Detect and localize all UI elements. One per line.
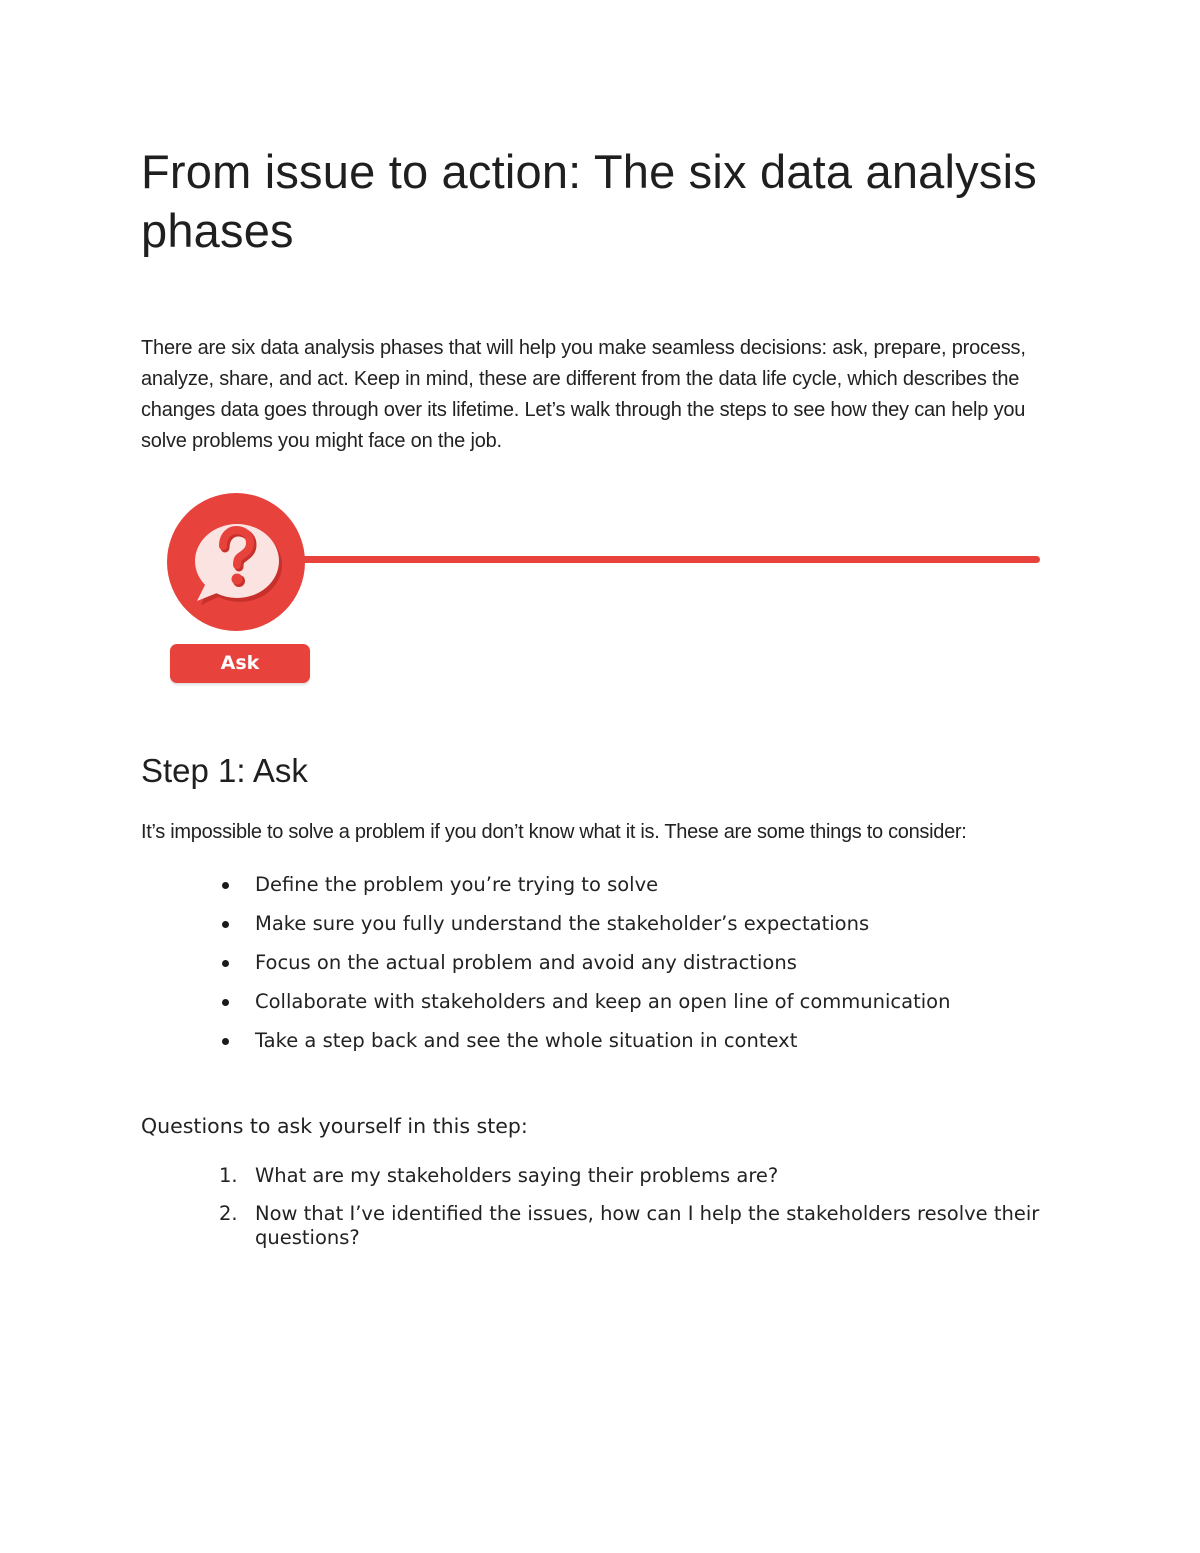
ask-phase-label: Ask	[170, 644, 310, 683]
bullet-icon	[222, 999, 229, 1006]
list-number: 2.	[219, 1202, 238, 1225]
list-item-text: Define the problem you’re trying to solve	[255, 873, 659, 896]
list-item	[214, 870, 1074, 909]
bullet-icon	[222, 960, 229, 967]
list-item	[214, 1202, 1064, 1250]
questions-heading: Questions to ask yourself in this step:	[141, 1114, 528, 1138]
list-item-text: Collaborate with stakeholders and keep an open line of communication	[255, 990, 951, 1013]
question-speech-bubble-icon	[167, 493, 305, 631]
phase-timeline-line	[280, 556, 1040, 563]
list-number: 1.	[219, 1164, 238, 1187]
list-item	[214, 1026, 1074, 1065]
list-item	[214, 909, 1074, 948]
list-item-text: Focus on the actual problem and avoid any distractions	[255, 951, 797, 974]
bullet-icon	[222, 921, 229, 928]
bullet-icon	[222, 1038, 229, 1045]
questions-list	[214, 1164, 1064, 1264]
intro-paragraph: There are six data analysis phases that will help you make seamless decisions: ask, prepare, process, analyze, share, and act. Keep in mind, these are different from the data life cycle, which describes the changes data goes through over its lifetime. Let’s walk through the steps to see how they can help you solve problems you might face on the job.	[141, 337, 1026, 452]
page-title: From issue to action: The six data analysis phases	[141, 145, 1037, 257]
list-item	[214, 1164, 1064, 1188]
list-item	[214, 948, 1074, 987]
ask-phase-graphic	[160, 488, 1050, 693]
step-intro: It’s impossible to solve a problem if you don’t know what it is. These are some things to consider:	[141, 821, 967, 843]
list-item-text: What are my stakeholders saying their problems are?	[255, 1164, 779, 1187]
list-item-text: Now that I’ve identified the issues, how can I help the stakeholders resolve their questions?	[255, 1202, 1040, 1249]
list-item	[214, 987, 1074, 1026]
bullet-icon	[222, 882, 229, 889]
considerations-list	[214, 870, 1074, 1065]
step-heading: Step 1: Ask	[141, 752, 308, 789]
list-item-text: Take a step back and see the whole situation in context	[255, 1029, 798, 1052]
list-item-text: Make sure you fully understand the stakeholder’s expectations	[255, 912, 870, 935]
